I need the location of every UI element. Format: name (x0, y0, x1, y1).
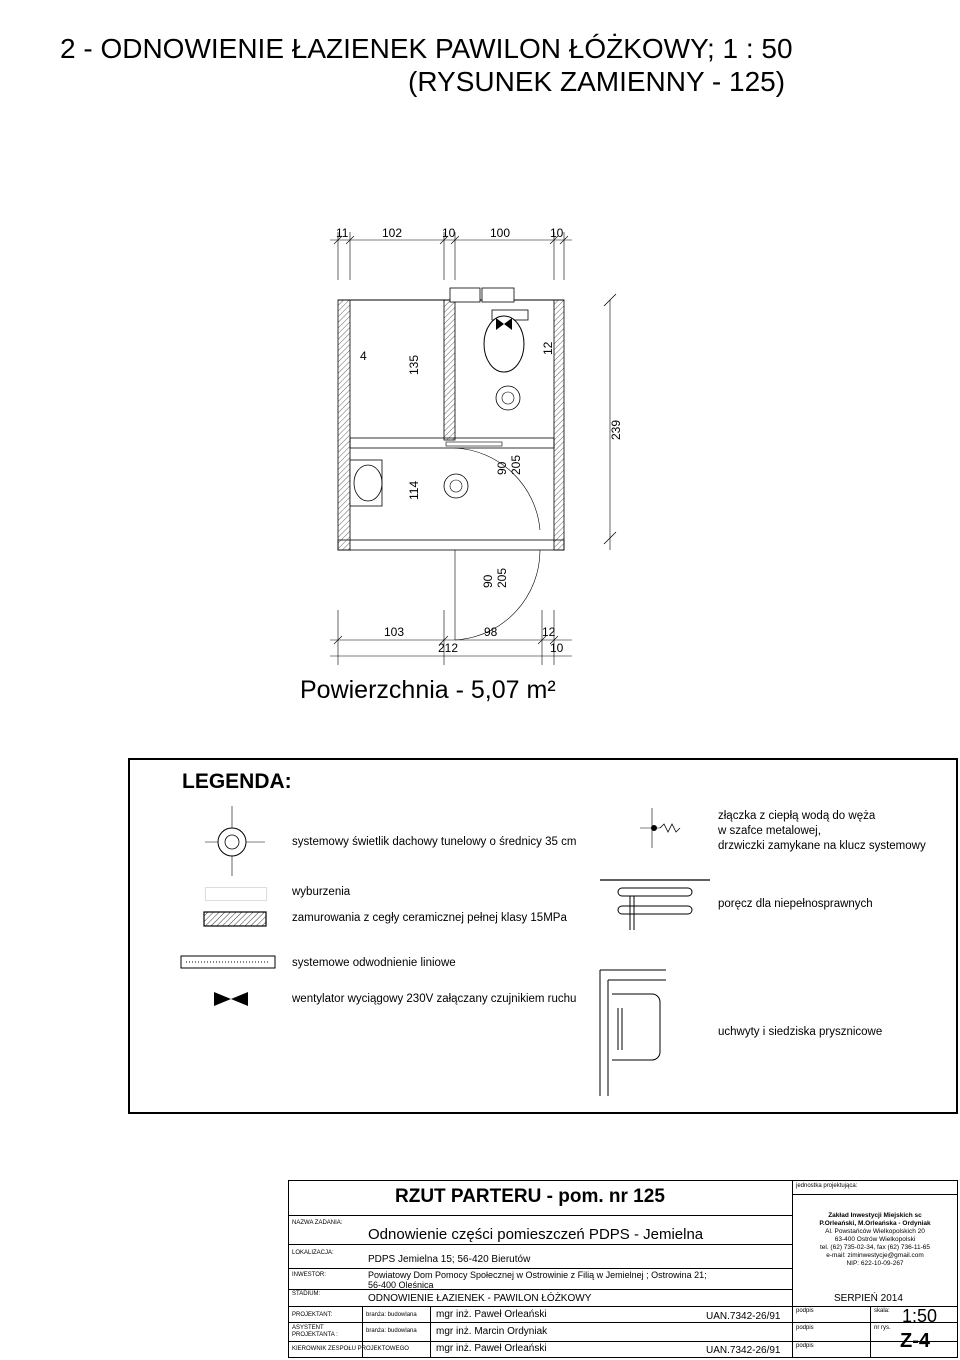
dim-top-4: 100 (490, 226, 511, 240)
legend-handrail: poręcz dla niepełnosprawnych (718, 898, 873, 910)
floor-plan (310, 220, 640, 670)
door-upper-205: 205 (509, 454, 523, 475)
stage-label: STADIUM: (292, 1291, 321, 1297)
task-value: Odnowienie części pomieszczeń PDPS - Jemielna (368, 1226, 704, 1243)
assistant-label-1: ASYSTENT (292, 1325, 324, 1331)
company-line-4: 63-400 Ostrów Wielkopolski (834, 1236, 916, 1243)
sign-3: podpis (796, 1343, 814, 1349)
dim-bottom-103: 103 (384, 625, 405, 639)
sign-1: podpis (796, 1308, 814, 1314)
date-value: SERPIEŃ 2014 (834, 1293, 903, 1304)
door-upper-90: 90 (495, 461, 509, 475)
investor-value-1: Powiatowy Dom Pomocy Społecznej w Ostrowinie z Filią w Jemielnej ; Ostrowina 21; (368, 1270, 707, 1280)
company-line-7: NIP: 622-10-09-267 (846, 1260, 904, 1267)
branch-1: branża: budowlana (366, 1312, 417, 1318)
company-info (795, 1212, 955, 1268)
designer-label: PROJEKTANT: (292, 1312, 333, 1318)
company-line-6: e-mail: ziminwestycje@gmail.com (826, 1252, 924, 1259)
company-line-3: Al. Powstańców Wielkopolskich 20 (825, 1228, 925, 1235)
assistant-name: mgr inż. Marcin Ordyniak (436, 1326, 548, 1337)
designer-name: mgr inż. Paweł Orleański (436, 1309, 547, 1320)
dim-top-2: 102 (382, 226, 403, 240)
legend-drainage: systemowe odwodnienie liniowe (292, 957, 456, 969)
rzut-title: RZUT PARTERU - pom. nr 125 (395, 1186, 665, 1207)
dim-right-12: 12 (541, 341, 555, 355)
scale-label: skala: (874, 1308, 890, 1314)
dim-left-4: 4 (360, 349, 367, 363)
legend-water-2: w szafce metalowej, (718, 825, 821, 837)
legend-title: LEGENDA: (182, 770, 292, 793)
sign-2: podpis (796, 1325, 814, 1331)
dim-top-3: 10 (442, 226, 456, 240)
legend-bricking: zamurowania z cegły ceramicznej pełnej klasy 15MPa (292, 912, 567, 924)
legend-fan: wentylator wyciągowy 230V załączany czujnikiem ruchu (292, 993, 577, 1005)
fan-icon (214, 992, 248, 1006)
dim-top-5: 10 (550, 226, 564, 240)
drawing-no: Z-4 (900, 1330, 930, 1352)
dim-bottom-212: 212 (438, 641, 459, 655)
water-connector-icon (640, 808, 686, 848)
door-lower-205: 205 (495, 567, 509, 588)
drainage-icon (180, 955, 276, 969)
drawing-title: 2 - ODNOWIENIE ŁAZIENEK PAWILON ŁÓŻKOWY; 1 : 50 (60, 33, 793, 64)
assistant-label-2: PROJEKTANTA : (292, 1332, 338, 1338)
legend-demolition: wyburzenia (292, 886, 351, 898)
company-line-2: P.Orleański, M.Orleańska - Ordyniak (819, 1220, 931, 1227)
dim-bottom-10: 10 (550, 641, 564, 655)
unit-label: jednostka projektująca: (796, 1183, 858, 1189)
scale-value: 1:50 (902, 1306, 938, 1326)
demolition-swatch (205, 887, 267, 901)
stage-value: ODNOWIENIE ŁAZIENEK - PAWILON ŁÓŻKOWY (368, 1293, 592, 1304)
bricking-swatch (203, 911, 267, 927)
dim-bottom-98: 98 (484, 625, 498, 639)
location-label: LOKALIZACJA: (292, 1250, 334, 1256)
legend-shower: uchwyty i siedziska prysznicowe (718, 1026, 883, 1038)
license-1: UAN.7342-26/91 (706, 1311, 781, 1322)
branch-2: branża: budowlana (366, 1328, 417, 1334)
skylight-icon (205, 806, 265, 876)
dim-left-135: 135 (407, 354, 421, 375)
location-value: PDPS Jemielna 15; 56-420 Bierutów (368, 1254, 531, 1265)
legend-water-1: złączka z ciepłą wodą do węża (718, 810, 876, 822)
legend-skylight: systemowy świetlik dachowy tunelowy o średnicy 35 cm (292, 836, 577, 848)
investor-label: INWESTOR: (292, 1272, 326, 1278)
task-label: NAZWA ZADANIA: (292, 1220, 343, 1226)
handrail-icon (600, 872, 710, 932)
dim-left-114: 114 (407, 480, 421, 500)
dim-bottom-12: 12 (542, 625, 556, 639)
manager-name: mgr inż. Paweł Orleański (436, 1343, 547, 1354)
drawing-subtitle: (RYSUNEK ZAMIENNY - 125) (408, 66, 786, 97)
dim-top-1: 11 (336, 226, 349, 240)
drawing-no-label: nr rys. (874, 1325, 891, 1331)
company-line-1: Zakład Inwestycji Miejskich sc (828, 1212, 922, 1219)
shower-seat-icon (598, 968, 668, 1098)
manager-label: KIEROWNIK ZESPOŁU PROJEKTOWEGO (292, 1346, 409, 1352)
area-label: Powierzchnia - 5,07 m² (300, 676, 556, 704)
investor-value-2: 56-400 Oleśnica (368, 1280, 434, 1290)
license-3: UAN.7342-26/91 (706, 1345, 781, 1356)
company-line-5: tel. (62) 735-02-34, fax (62) 736-11-65 (819, 1244, 931, 1251)
dim-right-239: 239 (609, 419, 623, 440)
door-lower-90: 90 (481, 574, 495, 588)
legend-water-3: drzwiczki zamykane na klucz systemowy (718, 840, 926, 852)
